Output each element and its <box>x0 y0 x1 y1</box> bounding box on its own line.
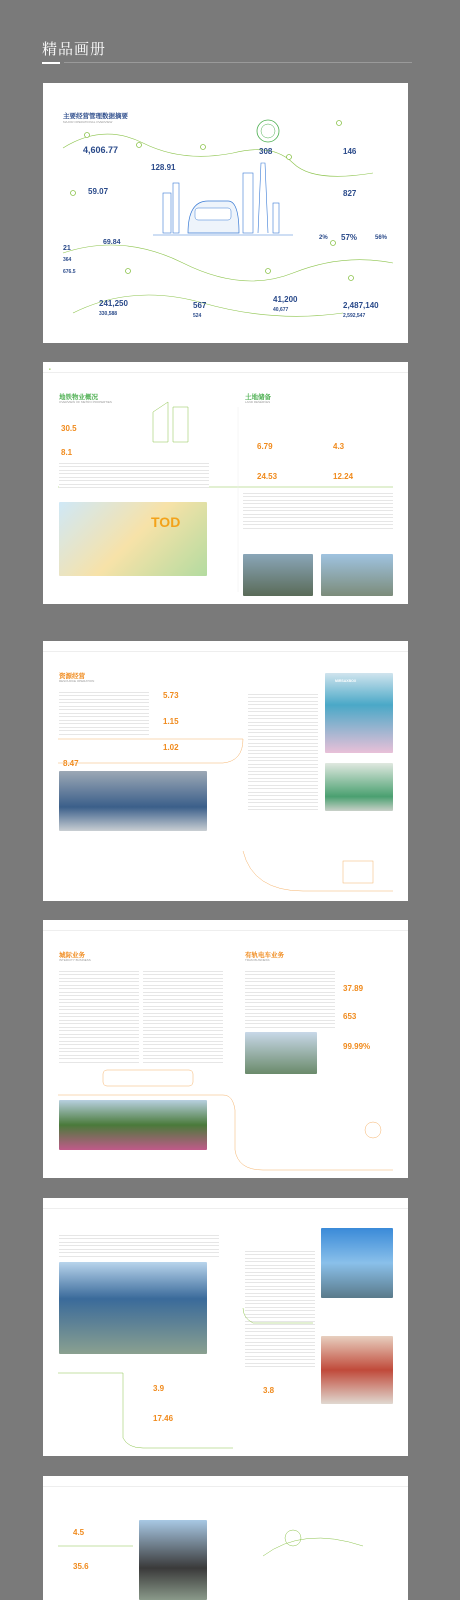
stat-value: 8.47 <box>63 759 79 768</box>
land-photo <box>321 554 393 596</box>
stat-value: 37.89 <box>343 984 364 993</box>
brochure-page-resource <box>43 641 408 901</box>
stat-value: 308 <box>259 147 273 156</box>
kiosk-brand: MIRSAXBOX <box>335 679 357 683</box>
section-title: 土地储备 <box>245 394 271 401</box>
stat-value: 567 <box>193 301 207 310</box>
stat-value: 56% <box>375 235 388 241</box>
stat-value: 24.53 <box>257 472 278 481</box>
brochure-page-commercial <box>43 1198 408 1456</box>
stat-value: 2,592,547 <box>343 313 366 319</box>
land-photo <box>243 554 313 596</box>
stat-value: 4,606.77 <box>83 145 119 155</box>
section-title: 城际业务 <box>59 952 85 959</box>
section-subtitle: LAND RESERVES <box>245 400 271 404</box>
stat-value: 6.79 <box>257 442 273 451</box>
page-decoration <box>43 1198 408 1456</box>
stat-value: 676.5 <box>63 269 76 275</box>
section-subtitle: RESOURCE OPERATION <box>59 679 95 683</box>
stat-value: 653 <box>343 1012 357 1021</box>
tram-photo <box>245 1032 317 1074</box>
running-header: ■ <box>49 368 51 371</box>
stat-value: 8.1 <box>61 448 73 457</box>
section-subtitle: TRAM BUSINESS <box>245 958 270 962</box>
tod-illustration <box>59 502 207 576</box>
body-text-block <box>243 490 393 530</box>
section-subtitle: INTERCITY BUSINESS <box>59 958 91 962</box>
ad-screen-photo <box>59 771 207 831</box>
brochure-page-property <box>43 362 408 604</box>
stat-value: 5.73 <box>163 691 179 700</box>
stat-value: 41,200 <box>273 295 298 304</box>
brochure-page-overview <box>43 83 408 343</box>
stat-value: 2,487,140 <box>343 301 379 310</box>
page-title: 主要经营管理数据摘要 <box>63 113 128 120</box>
stat-value: 2% <box>319 235 328 241</box>
stat-value: 241,250 <box>99 299 128 308</box>
title-accent-rule <box>42 62 60 64</box>
stat-value: 4.5 <box>73 1528 85 1537</box>
section-subtitle: OVERVIEW OF METRO PROPERTIES <box>59 400 112 404</box>
body-text-block <box>59 460 209 488</box>
stat-value: 146 <box>343 147 357 156</box>
stat-value: 524 <box>193 313 202 319</box>
stat-value: 12.24 <box>333 472 354 481</box>
stat-value: 17.46 <box>153 1414 174 1423</box>
stat-value: 3.8 <box>263 1386 275 1395</box>
stat-value: 330,588 <box>99 311 118 317</box>
stat-value: 364 <box>63 257 72 263</box>
page-decoration <box>43 1476 408 1600</box>
stat-value: 1.15 <box>163 717 179 726</box>
stat-value: 3.9 <box>153 1384 165 1393</box>
stat-value: 99.99% <box>343 1042 371 1051</box>
gallery-title: 精品画册 <box>42 40 107 58</box>
title-divider <box>64 62 412 63</box>
stat-value: 1.02 <box>163 743 179 752</box>
brochure-page-residential <box>43 1476 408 1600</box>
stat-value: 827 <box>343 189 357 198</box>
stat-value: 128.91 <box>151 163 176 172</box>
stat-value: 57% <box>341 233 358 242</box>
section-title: 资源经营 <box>59 673 85 680</box>
section-title: 地铁物业概况 <box>59 394 98 401</box>
stat-value: 30.5 <box>61 424 77 433</box>
section-title: 有轨电车业务 <box>245 952 284 959</box>
body-text-block <box>248 691 318 811</box>
stat-value: 21 <box>63 245 71 252</box>
illustration-label: TOD <box>151 514 181 530</box>
stat-value: 35.6 <box>73 1562 89 1571</box>
intercity-train-photo <box>59 1100 207 1150</box>
stat-value: 40,677 <box>273 307 289 313</box>
station-photo <box>325 763 393 811</box>
brochure-page-intercity <box>43 920 408 1178</box>
stat-value: 59.07 <box>88 187 109 196</box>
stat-value: 4.3 <box>333 442 345 451</box>
page-subtitle: MAJOR OPERATIONAL OVERVIEW <box>63 120 113 124</box>
stat-value: 69.84 <box>103 239 121 246</box>
kiosk-photo <box>325 673 393 753</box>
